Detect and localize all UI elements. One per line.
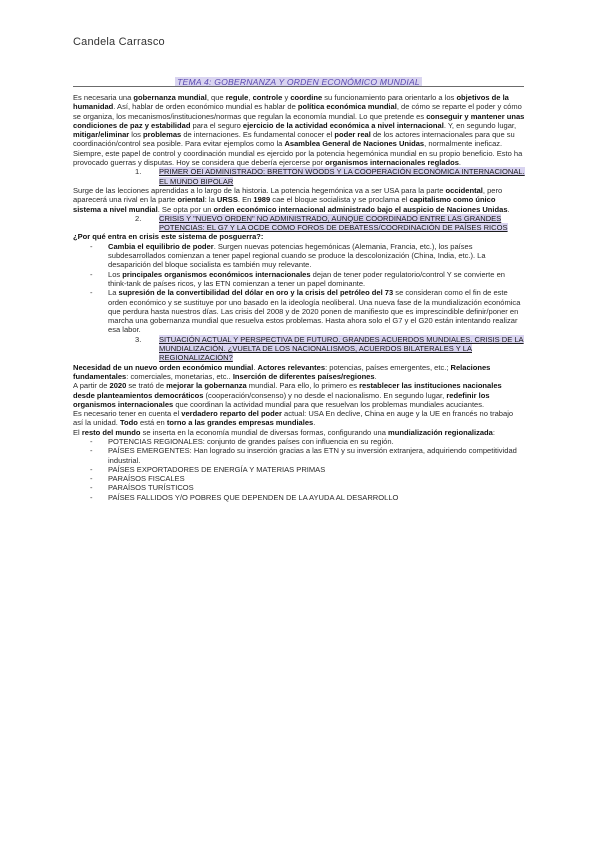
list-item-text: PARAÍSOS FISCALES — [108, 474, 185, 484]
list-item — [73, 242, 525, 270]
section-1-title: PRIMER OEI ADMINISTRADO: BRETTON WOODS Y LA COOPERACIÓN ECONÓMICA INTERNACIONAL. EL MUNDO BIPOLAR — [159, 167, 525, 186]
text-run: , — [248, 93, 253, 102]
list-item-text: POTENCIAS REGIONALES: conjunto de grandes países con influencia en su región. — [108, 436, 394, 446]
text-run: . En — [237, 195, 254, 205]
text-run: Necesidad de un nuevo orden económico mundial — [73, 362, 254, 372]
text-run: verdadero reparto del poder — [181, 409, 282, 419]
text-run: . Y, en segundo lugar, — [443, 120, 517, 130]
text-run: , normalmente ineficaz. Siempre, este papel de control y coordinación mundial es ejercido por la potencia hegemónica mundial en su propio beneficio. Esto ha provocado guerras y disputas. Hoy se considera que debería ejercerse por — [73, 139, 523, 168]
text-run: : comerciales, monetarias, etc.. — [126, 371, 233, 381]
text-run: 2020 — [109, 381, 127, 391]
dash-bullet: - — [90, 269, 93, 279]
text-run: : potencias, países emergentes, etc.; — [325, 362, 451, 372]
text-run: Es necesario tener en cuenta el — [73, 409, 182, 419]
text-run: ejercicio de la actividad económica a nivel internacional — [242, 120, 444, 130]
text-run: . — [507, 204, 510, 214]
section-2-question — [73, 232, 525, 241]
section-1-heading — [135, 167, 525, 186]
text-run: Relaciones fundamentales — [73, 362, 491, 381]
dash-bullet: - — [90, 241, 93, 251]
text-run: La — [108, 288, 119, 298]
text-run: URSS — [216, 195, 238, 205]
text-run: . — [458, 158, 462, 168]
text-run: gobernanza mundial — [133, 93, 207, 102]
text-run: de internaciones. Es fundamental conocer el — [181, 130, 335, 140]
text-run: supresión de la convertibilidad del dólar en oro y la crisis del petróleo del 73 — [118, 288, 394, 298]
list-item-text — [108, 242, 525, 270]
dash-bullet: - — [90, 288, 93, 298]
list-item — [73, 288, 525, 334]
text-run: Asamblea General de Naciones Unidas — [284, 139, 425, 149]
section-3-paragraph-1 — [73, 363, 525, 382]
text-run: oriental — [177, 195, 205, 205]
text-run: , que — [206, 93, 226, 102]
list-item-text: PAÍSES FALLIDOS Y/O POBRES QUE DEPENDEN DE LA AYUDA AL DESARROLLO — [108, 492, 399, 502]
text-run: 1989 — [253, 195, 271, 205]
list-item — [73, 483, 525, 492]
list-item — [73, 446, 525, 465]
text-run: : la — [204, 195, 217, 205]
text-run: política económica mundial — [297, 102, 397, 112]
text-run: . — [253, 362, 258, 372]
list-item — [73, 493, 525, 502]
text-run: coordine — [290, 93, 323, 102]
text-run: . Surgen nuevas potencias hegemónicas (Alemania, Francia, etc.), los países subdesarrollados comienzan a tener papel regional cuando se produce la descolonización (China, India, etc.). La desaparición del bloque socialista es también muy relevante. — [108, 241, 486, 270]
text-run: que coordinan la actividad mundial para que resuelvan los problemas mundiales acuciantes. — [173, 399, 485, 409]
section-3-title: SITUACIÓN ACTUAL Y PERSPECTIVA DE FUTURO. GRANDES ACUERDOS MUNDIALES. CRISIS DE LA MUNDIALIZACIÓN. ¿VUELTA DE LOS NACIONALISMOS, ACUERDOS BILATERALES Y LA REGIONALIZACIÓN? — [159, 334, 524, 363]
list-item-text: PAÍSES EMERGENTES: Han logrado su inserción gracias a las ETN y su inversión extranjera, adquiriendo competitividad industrial. — [108, 446, 517, 465]
text-run: y — [282, 93, 291, 102]
text-run: , pero aparecerá una rival en la parte — [73, 185, 503, 205]
section-1-number: 1. — [135, 167, 142, 177]
text-run: problemas — [143, 130, 182, 140]
text-run: A partir de — [73, 381, 110, 391]
intro-paragraph — [73, 93, 525, 167]
list-item — [73, 270, 525, 289]
text-run: regule — [225, 93, 249, 102]
dash-bullet: - — [90, 483, 93, 493]
dash-bullet: - — [90, 446, 93, 456]
title-rule — [73, 86, 524, 87]
section-1-body — [73, 186, 525, 214]
text-run: actual: USA En declive, China en auge y la UE en francés no trabajo así la unidad. — [73, 409, 514, 428]
document-title: TEMA 4: GOBERNANZA Y ORDEN ECONÓMICO MUNDIAL — [177, 77, 420, 87]
text-run: Cambia el equilibrio de poder — [108, 241, 214, 251]
text-run: de los actores internacionales para que su coordinación/control sea posible. Para evitar ejemplos como la — [73, 130, 515, 149]
text-run: , de cómo se reparte el poder y cómo se organiza, los mecanismos/instituciones/normas que regulan la economía mundial. Lo que pretende es — [73, 102, 522, 121]
section-3-paragraph-3 — [73, 409, 525, 428]
text-run: . — [374, 371, 377, 381]
text-run: mundial. Para ello, lo primero es — [246, 381, 360, 391]
text-run: su funcionamiento para orientarlo a los — [322, 93, 457, 102]
text-run: redefinir los organismos internacionales — [73, 390, 490, 409]
text-run: . Se opta por un — [157, 204, 214, 214]
text-run: mundialización regionalizada — [388, 427, 493, 437]
text-run: (cooperación/consenso) y no desde el nacionalismo. En segundo lugar, — [203, 390, 447, 400]
text-run: se trató de — [126, 381, 167, 391]
text-run: Los — [108, 269, 123, 279]
text-run: dejan de tener poder regulatorio/control Y se convierte en think-tank de países ricos, y las ETN comienzan a tener un papel dominante. — [108, 269, 505, 288]
section-2-number: 2. — [135, 213, 142, 223]
list-item-text — [108, 288, 525, 334]
text-run: está en — [137, 418, 167, 428]
section-2-heading — [135, 214, 525, 233]
text-run: se consideran como el fin de este orden económico y se sustituye por uno basado en la ideología neoliberal. Una nueva fase de la mundialización económica que perdura hasta nuestros días. Las crisis del 2008 y de 2020 ponen de manifiesto que es imprescindible definir/poner en marcha una gobernanza mundial que resuelva estos problemas. Hasta ahora solo el G7 y el G20 están intentando realizar esa labor. — [108, 288, 521, 335]
text-run: occidental — [445, 185, 483, 195]
list-item-text — [108, 270, 525, 289]
document-body — [73, 93, 525, 502]
text-run: orden económico internacional administrado bajo el auspicio de Naciones Unidas — [213, 204, 508, 214]
text-run: restablecer las instituciones nacionales desde planteamientos democráticos — [73, 381, 502, 400]
dash-bullet: - — [90, 492, 93, 502]
list-item — [73, 474, 525, 483]
text-run: Surge de las lecciones aprendidas a lo largo de la historia. La potencia hegemónica va a ser USA para la parte — [73, 185, 446, 195]
text-run: resto del mundo — [81, 427, 141, 437]
section-3-paragraph-2 — [73, 381, 525, 409]
author-name: Candela Carrasco — [73, 36, 165, 48]
section-3-number: 3. — [135, 334, 142, 344]
text-run: Inserción de diferentes países/regiones — [232, 371, 375, 381]
text-run: los — [129, 130, 144, 140]
dash-bullet: - — [90, 436, 93, 446]
dash-bullet: - — [90, 464, 93, 474]
text-run: para el seguro — [190, 120, 243, 130]
text-run: poder real — [334, 130, 371, 140]
text-run: mejorar la gobernanza — [166, 381, 247, 391]
list-item — [73, 437, 525, 446]
section-3-paragraph-4 — [73, 428, 525, 437]
text-run: El — [73, 427, 82, 437]
list-item-text: PARAÍSOS TURÍSTICOS — [108, 483, 194, 493]
text-run: . Así, hablar de orden económico mundial es hablar de — [113, 102, 298, 112]
text-run: Todo — [120, 418, 138, 428]
section-2-list — [73, 242, 525, 335]
title-wrap — [73, 72, 524, 90]
text-run: principales organismos económicos internacionales — [122, 269, 311, 279]
text-run: capitalismo como único sistema a nivel mundial — [73, 195, 496, 214]
section-2-question-text: ¿Por qué entra en crisis este sistema de posguerra?: — [73, 232, 264, 242]
text-run: torno a las grandes empresas mundiales — [166, 418, 314, 428]
text-run: se inserta en la economía mundial de diversas formas, configurando una — [140, 427, 389, 437]
list-item — [73, 465, 525, 474]
text-run: Es necesaria una — [73, 93, 134, 102]
text-run: mitigar/eliminar — [73, 130, 130, 140]
text-run: controle — [252, 93, 283, 102]
text-run: Actores relevantes — [257, 362, 326, 372]
regions-list — [73, 437, 525, 502]
text-run: conseguir y mantener unas condiciones de paz y estabilidad — [73, 111, 525, 130]
dash-bullet: - — [90, 474, 93, 484]
section-2-title: CRISIS Y "NUEVO ORDEN" NO ADMINISTRADO, AUNQUE COORDINADO ENTRE LAS GRANDES POTENCIAS: EL G7 Y LA OCDE COMO FOROS DE DEBATESS/COORDINACIÓN DE PAÍSES RICOS — [159, 213, 508, 233]
text-run: : — [492, 427, 495, 437]
section-3-heading — [135, 335, 525, 363]
text-run: cae el bloque socialista y se proclama el — [270, 195, 410, 205]
text-run: . — [313, 418, 316, 428]
text-run: organismos internacionales reglados — [325, 158, 459, 168]
list-item-text: PAÍSES EXPORTADORES DE ENERGÍA Y MATERIAS PRIMAS — [108, 464, 326, 474]
text-run: objetivos de la humanidad — [73, 93, 509, 112]
